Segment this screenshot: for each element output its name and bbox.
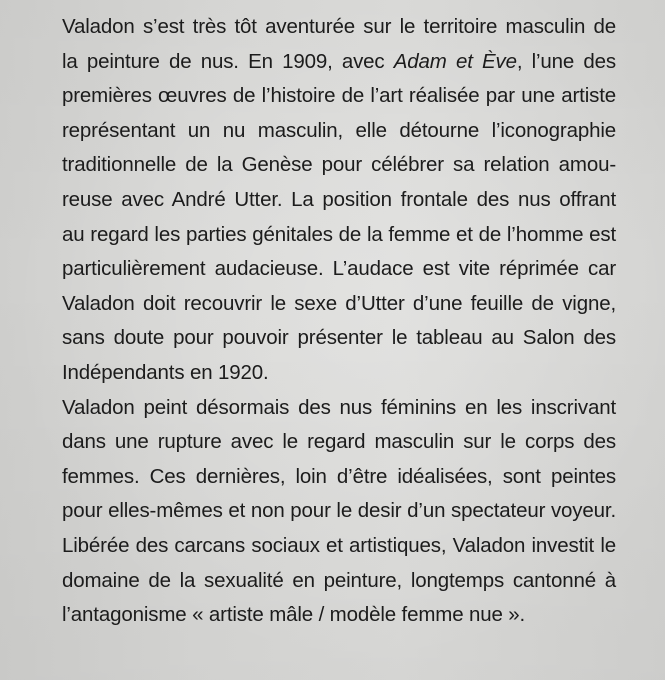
text-line (62, 114, 616, 149)
text-span: Indépendants en 1920. (62, 360, 269, 384)
text-span: Valadon doit recouvrir le sexe d’Utter d’une feuille de vigne, (62, 291, 616, 315)
paragraph-2 (62, 391, 616, 633)
text-line (62, 183, 616, 218)
text-span: la peinture de nus. En 1909, avec (62, 49, 394, 73)
text-line (62, 598, 616, 633)
text-span: pour elles-mêmes et non pour le desir d’un spectateur voyeur. (62, 499, 616, 523)
text-line (62, 564, 616, 599)
paragraph-1 (62, 10, 616, 391)
text-line (62, 10, 616, 45)
text-line (62, 391, 616, 426)
artwork-title: Adam et Ève (393, 49, 517, 73)
text-line (62, 45, 616, 80)
text-span: Libérée des carcans sociaux et artistiques, Valadon investit le (62, 533, 616, 557)
text-span: dans une rupture avec le regard masculin sur le corps des (62, 430, 616, 454)
text-span: l’antagonisme « artiste mâle / modèle femme nue ». (62, 603, 526, 627)
text-span: sans doute pour pouvoir présenter le tableau au Salon des (62, 326, 616, 350)
text-span: Valadon s’est très tôt aventurée sur le territoire masculin de (62, 15, 616, 38)
text-line (62, 529, 616, 564)
text-line (62, 356, 616, 391)
text-span: Valadon peint désormais des nus féminins en les inscrivant (62, 395, 616, 419)
text-span: reuse avec André Utter. La position frontale des nus offrant (62, 187, 616, 211)
text-line (62, 218, 616, 253)
text-line (62, 287, 616, 322)
text-span: traditionnelle de la Genèse pour célébrer sa relation amou- (62, 153, 616, 177)
text-span: particulièrement audacieuse. L’audace est vite réprimée car (62, 257, 616, 281)
text-line (62, 460, 616, 495)
text-line (62, 148, 616, 183)
text-span: domaine de la sexualité en peinture, longtemps cantonné à (62, 568, 616, 592)
text-span: premières œuvres de l’histoire de l’art réalisée par une artiste (62, 84, 616, 108)
text-line (62, 252, 616, 287)
text-span: , l’une des (516, 49, 616, 73)
text-span: représentant un nu masculin, elle détourne l’iconographie (62, 118, 616, 142)
text-span: au regard les parties génitales de la femme et de l’homme est (62, 222, 616, 246)
text-line (62, 494, 616, 529)
wall-text (62, 10, 616, 633)
text-line (62, 321, 616, 356)
text-line (62, 425, 616, 460)
text-span: femmes. Ces dernières, loin d’être idéalisées, sont peintes (62, 464, 616, 488)
text-line (62, 79, 616, 114)
